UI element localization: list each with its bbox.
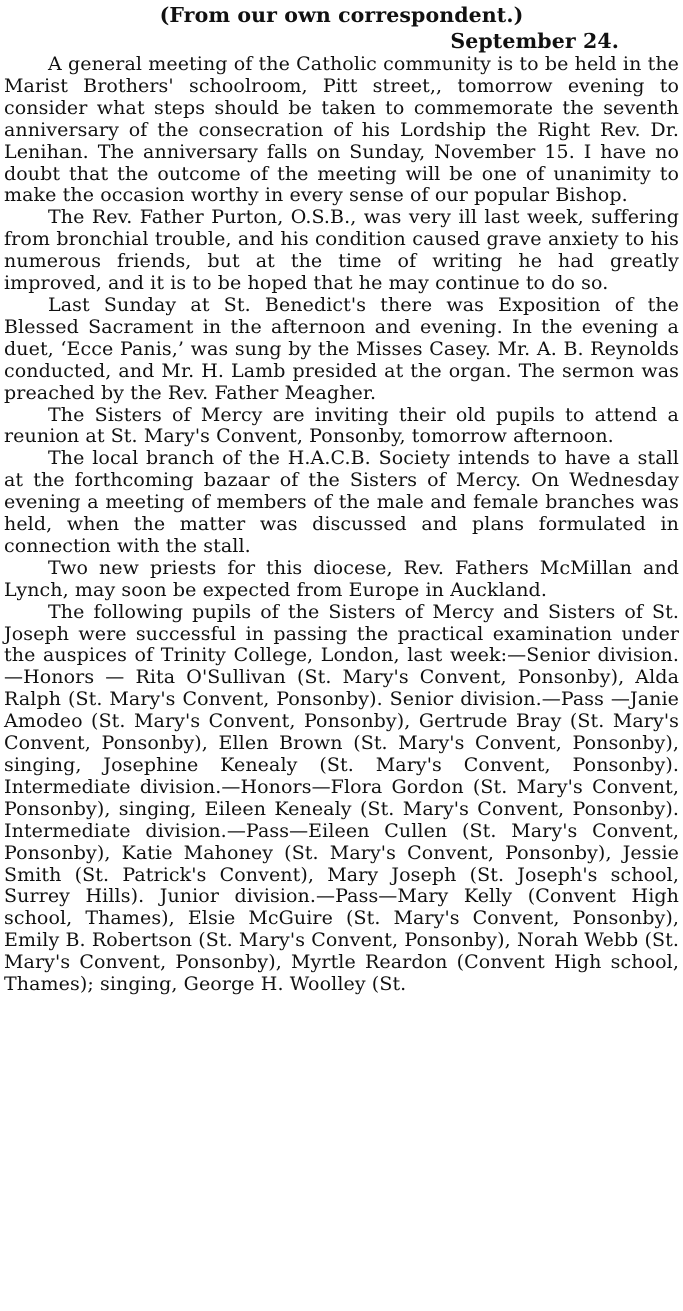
paragraph-new-priests: Two new priests for this diocese, Rev. Fathers McMillan and Lynch, may soon be expected from Europe in Auckland. [4,556,679,601]
paragraph-examination-results: The following pupils of the Sisters of Mercy and Sisters of St. Joseph were successful in passing the practical examination under the auspices of Trinity College, London, last week:—Senior division.—Honors — Rita O'Sullivan (St. Mary's Convent, Ponsonby), Alda Ralph (St. Mary's Convent, Ponsonby). Senior division.—Pass —Janie Amodeo (St. Mary's Convent, Ponsonby), Gertrude Bray (St. Mary's Convent, Ponsonby), Ellen Brown (St. Mary's Convent, Ponsonby), singing, Josephine Kenealy (St. Mary's Convent, Ponsonby). Intermediate division.—Honors—Flora Gordon (St. Mary's Convent, Ponsonby), singing, Eileen Kenealy (St. Mary's Convent, Ponsonby). Intermediate division.—Pass—Eileen Cullen (St. Mary's Convent, Ponsonby), Katie Mahoney (St. Mary's Convent, Ponsonby), Jessie Smith (St. Patrick's Convent), Mary Joseph (St. Joseph's school, Surrey Hills). Junior division.—Pass—Mary Kelly (Convent High school, Thames), Elsie McGuire (St. Mary's Convent, Ponsonby), Emily B. Robertson (St. Mary's Convent, Ponsonby), Norah Webb (St. Mary's Convent, Ponsonby), Myrtle Reardon (Convent High school, Thames); singing, George H. Woolley (St. [4,600,679,996]
correspondent-byline: (From our own correspondent.) [159,3,524,27]
dateline: September 24. [450,29,619,53]
paragraph-sisters-reunion: The Sisters of Mercy are inviting their old pupils to attend a reunion at St. Mary's Convent, Ponsonby, tomorrow afternoon. [4,403,679,448]
paragraph-st-benedicts: Last Sunday at St. Benedict's there was Exposition of the Blessed Sacrament in the afternoon and evening. In the evening a duet, ‘Ecce Panis,’ was sung by the Misses Casey. Mr. A. B. Reynolds conducted, and Mr. H. Lamb presided at the organ. The sermon was preached by the Rev. Father Meagher. [4,293,679,404]
paragraph-father-purton: The Rev. Father Purton, O.S.B., was very ill last week, suffering from bronchial trouble, and his condition caused grave anxiety to his numerous friends, but at the time of writing he had greatly improved, and it is to be hoped that he may continue to do so. [4,206,679,295]
paragraph-anniversary-meeting: A general meeting of the Catholic community is to be held in the Marist Brothers' schoolroom, Pitt street,, tomorrow evening to consider what steps should be taken to commemorate the seventh anniversary of the consecration of his Lordship the Right Rev. Dr. Lenihan. The anniversary falls on Sunday, November 15. I have no doubt that the outcome of the meeting will be one of unanimity to make the occasion worthy in every sense of our popular Bishop. [4,53,679,207]
paragraph-hacb-stall: The local branch of the H.A.C.B. Society intends to have a stall at the forthcoming bazaar of the Sisters of Mercy. On Wednesday evening a meeting of members of the male and female branches was held, when the matter was discussed and plans formulated in connection with the stall. [4,447,679,557]
